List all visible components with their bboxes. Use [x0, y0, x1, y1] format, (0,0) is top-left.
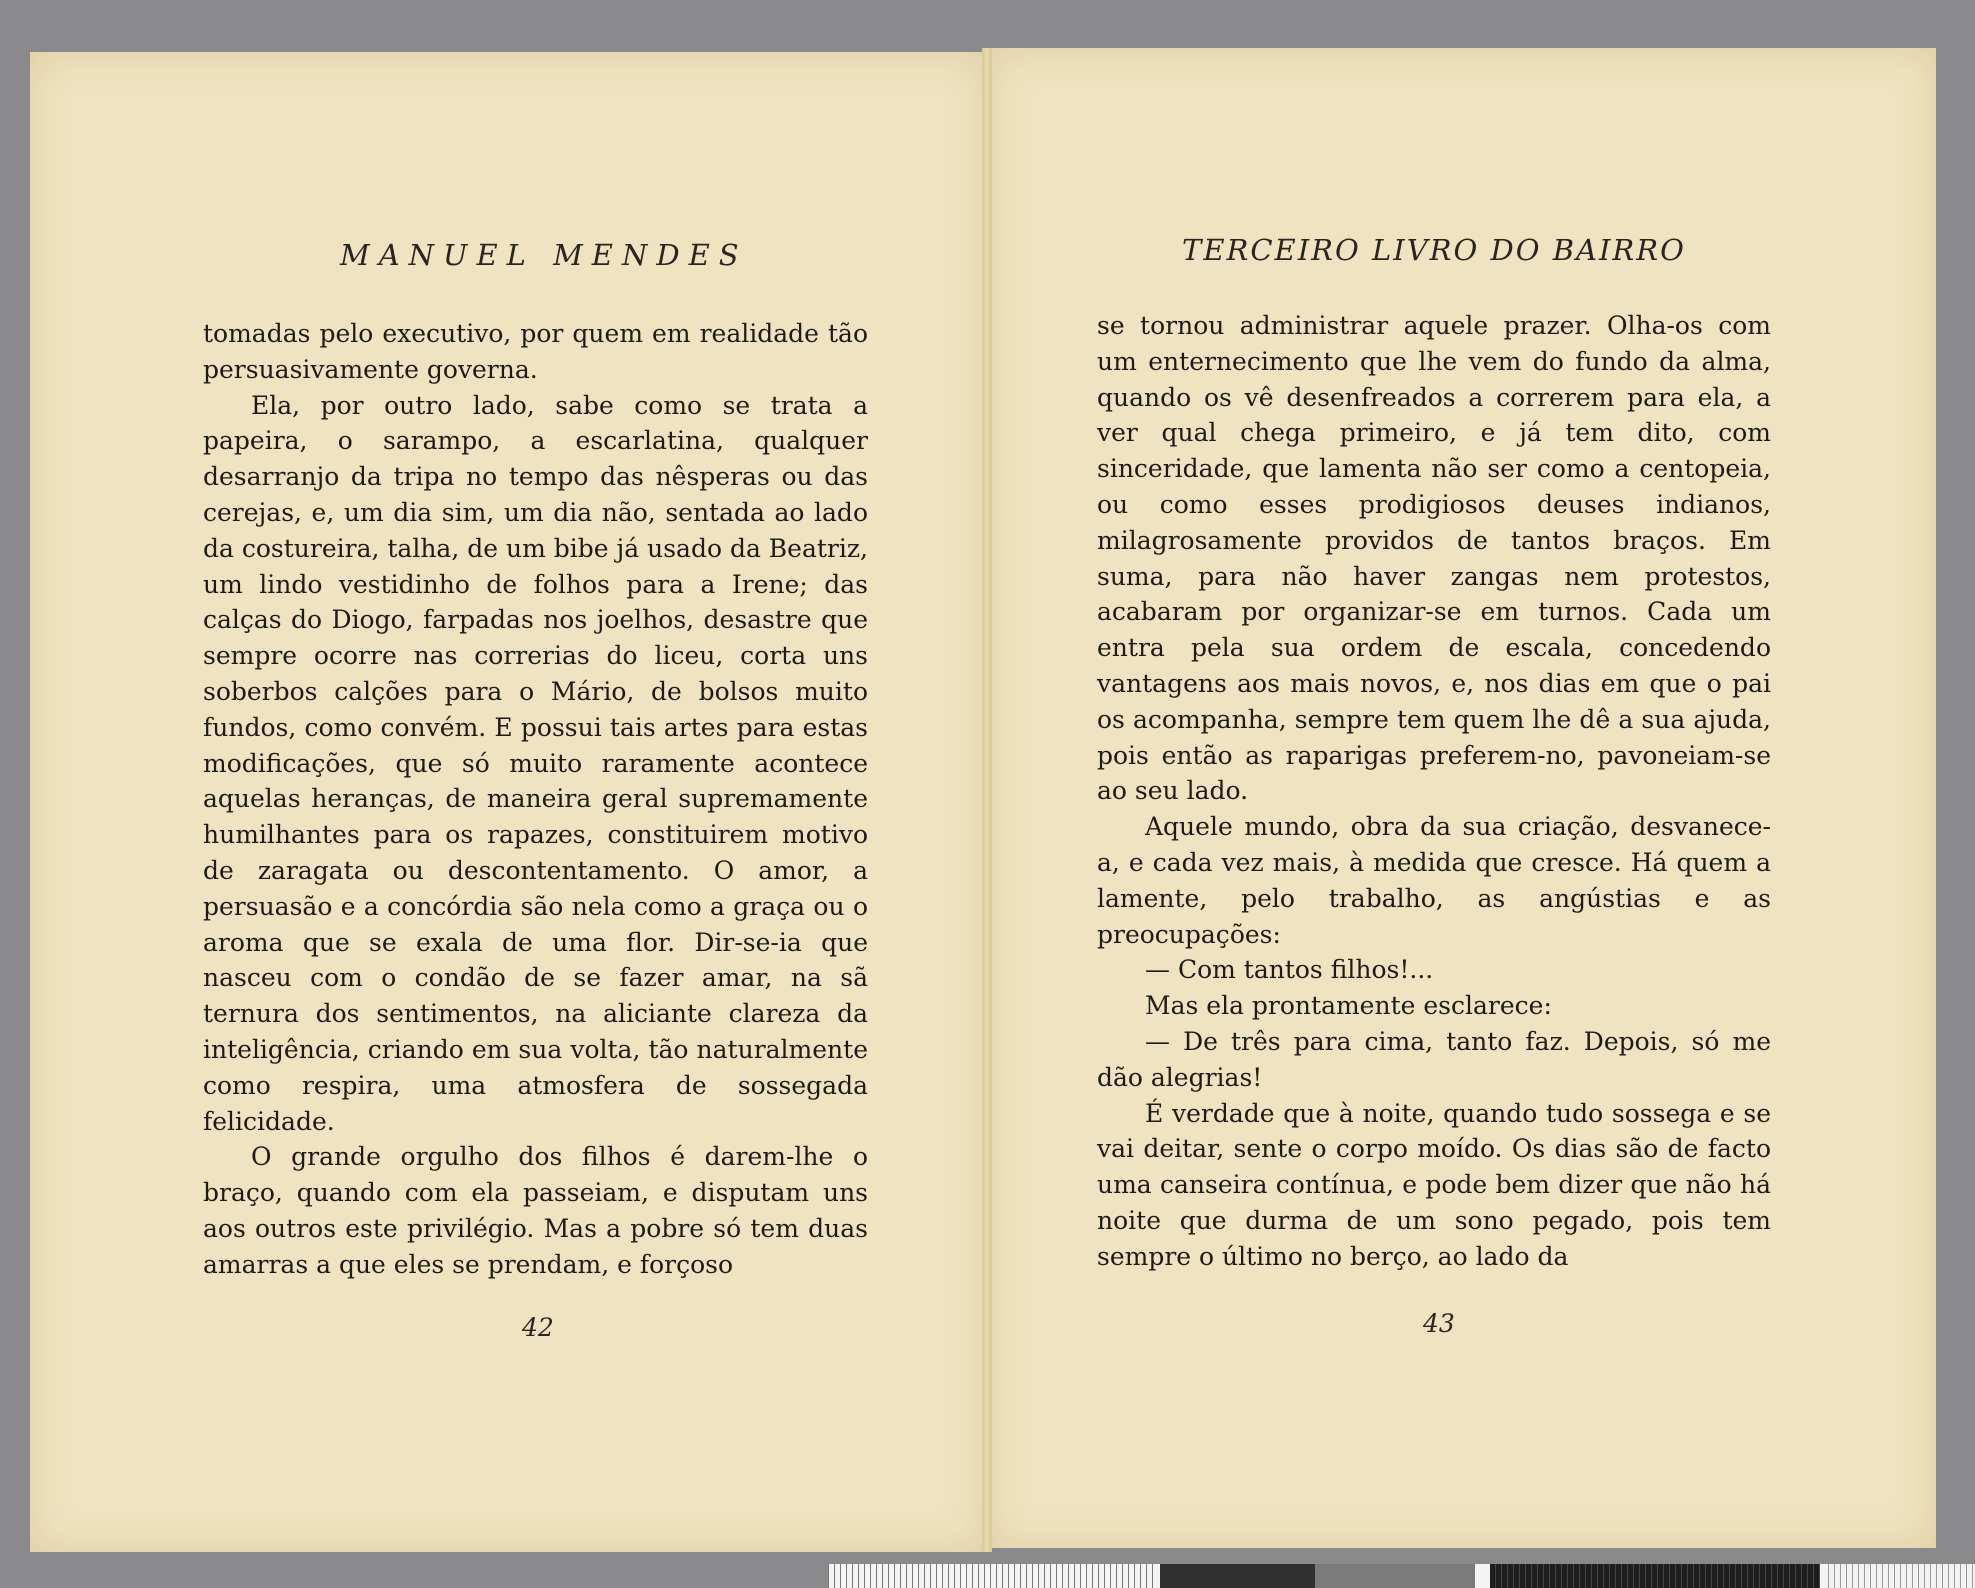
right-page-number: 43 — [1423, 1309, 1455, 1338]
ruler-light-ticks — [1828, 1564, 1975, 1588]
dialogue-line: Mas ela prontamente esclarece: — [1145, 991, 1552, 1021]
right-text-block — [1097, 308, 1771, 1275]
paragraph: O grande orgulho dos filhos é darem-lhe o braço, quando com ela passeiam, e disputam uns aos outros este privilégio. Mas a pobre só tem duas amarras a que eles se prendam, e forçoso — [203, 1142, 868, 1279]
right-running-head: TERCEIRO LIVRO DO BAIRRO — [1182, 233, 1686, 267]
left-page-number: 42 — [522, 1313, 554, 1342]
paragraph: tomadas pelo executivo, por quem em realidade tão persuasivamente governa. — [203, 319, 868, 384]
left-text-block — [203, 316, 868, 1283]
dialogue-line: — Com tantos filhos!... — [1145, 955, 1434, 985]
book-gutter — [982, 48, 992, 1552]
paragraph: Ela, por outro lado, sabe como se trata a papeira, o sarampo, a escarlatina, qualquer desarranjo da tripa no tempo das nêsperas ou das cerejas, e, um dia sim, um dia não, sentada ao lado da costureira, talha, de um bibe já usado da Beatriz, um lindo vestidinho de folhos para a Irene; das calças do Diogo, farpadas nos joelhos, desastre que sempre ocorre nas correrias do liceu, corta uns soberbos calções para o Mário, de bolsos muito fundos, como convém. E possui tais artes para estas modificações, que só muito raramente acontece aquelas heranças, de maneira geral supremamente humilhantes para os rapazes, constituirem motivo de zaragata ou descontentamento. O amor, a persuasão e a concórdia são nela como a graça ou o aroma que se exala de uma flor. Dir-se-ia que nasceu com o condão de se fazer amar, na sã ternura dos sentimentos, na aliciante clareza da inteligência, criando em sua volta, tão naturalmente como respira, uma atmosfera de sossegada felicidade. — [203, 390, 868, 1136]
ruler-dark-ticks — [1490, 1564, 1820, 1588]
ruler-black-patch — [1160, 1564, 1315, 1588]
dialogue-line: — De três para cima, tanto faz. Depois, só me dão alegrias! — [1097, 1026, 1771, 1092]
ruler-ticks — [828, 1564, 1158, 1588]
ruler-grey-patch — [1315, 1564, 1475, 1588]
paragraph: É verdade que à noite, quando tudo sossega e se vai deitar, sente o corpo moído. Os dias são de facto uma canseira contínua, e pode bem dizer que não há noite que durma de um sono pegado, pois tem sempre o último no berço, ao lado da — [1097, 1098, 1771, 1271]
paragraph: Aquele mundo, obra da sua criação, desvanece-a, e cada vez mais, à medida que cresce. Há quem a lamente, pelo trabalho, as angústias e as preocupações: — [1097, 812, 1771, 949]
paragraph: se tornou administrar aquele prazer. Olha-os com um enternecimento que lhe vem do fundo da alma, quando os vê desenfreados a correrem para ela, a ver qual chega primeiro, e já tem dito, com sinceridade, que lamenta não ser como a centopeia, ou como esses prodigiosos deuses indianos, milagrosamente providos de tantos braços. Em suma, para não haver zangas nem protestos, acabaram por organizar-se em turnos. Cada um entra pela sua ordem de escala, concedendo vantagens aos mais novos, e, nos dias em que o pai os acompanha, sempre tem quem lhe dê a sua ajuda, pois então as raparigas preferem-no, pavoneiam-se ao seu lado. — [1097, 311, 1771, 806]
left-running-head: MANUEL MENDES — [340, 238, 748, 272]
scale-ruler — [828, 1564, 1975, 1588]
